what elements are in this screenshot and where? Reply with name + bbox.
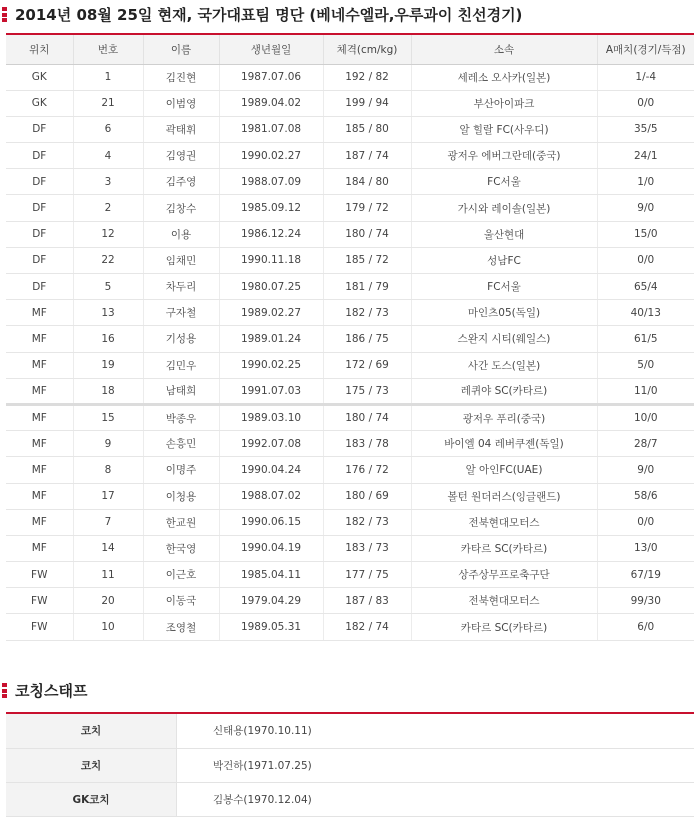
cell-number: 17 (73, 483, 143, 509)
cell-a-match: 65/4 (597, 274, 694, 300)
cell-a-match: 61/5 (597, 326, 694, 352)
cell-number: 8 (73, 457, 143, 483)
cell-club: 볼턴 원더러스(잉글랜드) (411, 483, 597, 509)
cell-position: MF (6, 378, 73, 404)
cell-club: 전북현대모터스 (411, 509, 597, 535)
cell-physique: 179 / 72 (323, 195, 411, 221)
cell-number: 10 (73, 614, 143, 640)
cell-number: 18 (73, 378, 143, 404)
cell-birthdate: 1989.05.31 (219, 614, 323, 640)
cell-position: MF (6, 535, 73, 561)
cell-a-match: 9/0 (597, 457, 694, 483)
roster-header-cell: 번호 (73, 35, 143, 64)
cell-a-match: 58/6 (597, 483, 694, 509)
cell-number: 2 (73, 195, 143, 221)
cell-number: 5 (73, 274, 143, 300)
cell-birthdate: 1990.04.19 (219, 535, 323, 561)
cell-club: 광저우 에버그란데(중국) (411, 143, 597, 169)
cell-club: 알 아인FC(UAE) (411, 457, 597, 483)
cell-club: 레퀴야 SC(카타르) (411, 378, 597, 404)
staff-person: 신태용(1970.10.11) (177, 714, 695, 748)
page-title-text: 2014년 08월 25일 현재, 국가대표팀 명단 (베네수엘라,우루과이 친선경기) (15, 5, 523, 24)
cell-number: 21 (73, 90, 143, 116)
cell-club: 사간 도스(일본) (411, 352, 597, 378)
section-marker-icon (2, 7, 7, 22)
roster-table (6, 35, 694, 641)
cell-physique: 185 / 80 (323, 116, 411, 142)
cell-name: 조영철 (143, 614, 219, 640)
cell-birthdate: 1981.07.08 (219, 116, 323, 142)
cell-physique: 187 / 74 (323, 143, 411, 169)
staff-role: 코치 (6, 748, 177, 782)
roster-header-cell: A매치(경기/득점) (597, 35, 694, 64)
cell-physique: 183 / 73 (323, 535, 411, 561)
cell-physique: 183 / 78 (323, 431, 411, 457)
table-row (6, 431, 694, 457)
cell-physique: 192 / 82 (323, 64, 411, 90)
cell-club: 전북현대모터스 (411, 588, 597, 614)
table-row (6, 352, 694, 378)
cell-position: MF (6, 457, 73, 483)
cell-birthdate: 1985.09.12 (219, 195, 323, 221)
cell-name: 이용 (143, 221, 219, 247)
cell-club: 세레소 오사카(일본) (411, 64, 597, 90)
cell-club: 알 힐랄 FC(사우디) (411, 116, 597, 142)
staff-person: 김봉수(1970.12.04) (177, 782, 695, 816)
cell-position: DF (6, 195, 73, 221)
cell-birthdate: 1990.02.25 (219, 352, 323, 378)
staff-role: GK코치 (6, 782, 177, 816)
cell-physique: 199 / 94 (323, 90, 411, 116)
cell-number: 22 (73, 247, 143, 273)
cell-number: 14 (73, 535, 143, 561)
roster-header-row (6, 35, 694, 64)
cell-birthdate: 1991.07.03 (219, 378, 323, 404)
cell-position: DF (6, 247, 73, 273)
cell-position: FW (6, 588, 73, 614)
cell-number: 15 (73, 404, 143, 430)
staff-row (6, 714, 694, 748)
cell-number: 1 (73, 64, 143, 90)
cell-position: MF (6, 300, 73, 326)
staff-role: 코치 (6, 714, 177, 748)
cell-club: 마인츠05(독일) (411, 300, 597, 326)
table-row (6, 90, 694, 116)
table-row (6, 326, 694, 352)
cell-name: 임채민 (143, 247, 219, 273)
cell-position: DF (6, 116, 73, 142)
cell-a-match: 9/0 (597, 195, 694, 221)
table-row (6, 509, 694, 535)
cell-birthdate: 1985.04.11 (219, 562, 323, 588)
cell-position: MF (6, 483, 73, 509)
cell-number: 19 (73, 352, 143, 378)
cell-a-match: 35/5 (597, 116, 694, 142)
staff-row (6, 782, 694, 816)
table-row (6, 169, 694, 195)
cell-physique: 185 / 72 (323, 247, 411, 273)
cell-physique: 180 / 74 (323, 221, 411, 247)
cell-birthdate: 1990.04.24 (219, 457, 323, 483)
cell-name: 이범영 (143, 90, 219, 116)
cell-club: 부산아이파크 (411, 90, 597, 116)
cell-physique: 175 / 73 (323, 378, 411, 404)
cell-name: 이동국 (143, 588, 219, 614)
cell-physique: 182 / 73 (323, 300, 411, 326)
cell-club: 광저우 푸리(중국) (411, 404, 597, 430)
cell-number: 11 (73, 562, 143, 588)
cell-position: MF (6, 326, 73, 352)
cell-physique: 180 / 69 (323, 483, 411, 509)
cell-birthdate: 1990.11.18 (219, 247, 323, 273)
cell-name: 김창수 (143, 195, 219, 221)
cell-club: 가시와 레이솔(일본) (411, 195, 597, 221)
table-row (6, 274, 694, 300)
cell-physique: 172 / 69 (323, 352, 411, 378)
table-row (6, 535, 694, 561)
cell-name: 이청용 (143, 483, 219, 509)
cell-birthdate: 1990.06.15 (219, 509, 323, 535)
coaching-staff-table (6, 714, 694, 817)
cell-a-match: 40/13 (597, 300, 694, 326)
cell-number: 9 (73, 431, 143, 457)
cell-a-match: 6/0 (597, 614, 694, 640)
cell-a-match: 1/0 (597, 169, 694, 195)
cell-a-match: 5/0 (597, 352, 694, 378)
cell-position: MF (6, 352, 73, 378)
cell-name: 남태희 (143, 378, 219, 404)
cell-name: 차두리 (143, 274, 219, 300)
cell-club: 상주상무프로축구단 (411, 562, 597, 588)
roster-header (6, 35, 694, 64)
table-row (6, 116, 694, 142)
table-row (6, 300, 694, 326)
cell-number: 12 (73, 221, 143, 247)
cell-birthdate: 1980.07.25 (219, 274, 323, 300)
cell-physique: 182 / 73 (323, 509, 411, 535)
cell-name: 구자철 (143, 300, 219, 326)
cell-club: FC서울 (411, 274, 597, 300)
table-row (6, 195, 694, 221)
cell-birthdate: 1992.07.08 (219, 431, 323, 457)
cell-a-match: 15/0 (597, 221, 694, 247)
cell-number: 13 (73, 300, 143, 326)
table-row (6, 614, 694, 640)
cell-position: MF (6, 431, 73, 457)
cell-name: 이명주 (143, 457, 219, 483)
cell-a-match: 10/0 (597, 404, 694, 430)
page-title (2, 1, 522, 27)
cell-position: DF (6, 221, 73, 247)
roster-header-cell: 체격(cm/kg) (323, 35, 411, 64)
cell-physique: 177 / 75 (323, 562, 411, 588)
cell-position: GK (6, 64, 73, 90)
table-row (6, 221, 694, 247)
cell-position: DF (6, 274, 73, 300)
table-row (6, 457, 694, 483)
cell-name: 이근호 (143, 562, 219, 588)
cell-name: 손흥민 (143, 431, 219, 457)
roster-header-cell: 이름 (143, 35, 219, 64)
cell-a-match: 67/19 (597, 562, 694, 588)
roster-body (6, 64, 694, 640)
cell-physique: 180 / 74 (323, 404, 411, 430)
section-marker-icon (2, 683, 7, 698)
cell-position: DF (6, 169, 73, 195)
cell-name: 김민우 (143, 352, 219, 378)
cell-a-match: 1/-4 (597, 64, 694, 90)
staff-person: 박건하(1971.07.25) (177, 748, 695, 782)
cell-birthdate: 1988.07.09 (219, 169, 323, 195)
coaching-staff-title (2, 677, 87, 703)
cell-birthdate: 1986.12.24 (219, 221, 323, 247)
cell-number: 6 (73, 116, 143, 142)
cell-a-match: 11/0 (597, 378, 694, 404)
cell-a-match: 0/0 (597, 90, 694, 116)
cell-name: 김주영 (143, 169, 219, 195)
cell-club: 성남FC (411, 247, 597, 273)
cell-name: 기성용 (143, 326, 219, 352)
table-row (6, 562, 694, 588)
table-row (6, 64, 694, 90)
cell-birthdate: 1989.03.10 (219, 404, 323, 430)
cell-position: FW (6, 562, 73, 588)
cell-a-match: 24/1 (597, 143, 694, 169)
cell-position: FW (6, 614, 73, 640)
roster-header-cell: 위치 (6, 35, 73, 64)
table-row (6, 404, 694, 430)
roster-header-cell: 생년월일 (219, 35, 323, 64)
cell-birthdate: 1979.04.29 (219, 588, 323, 614)
cell-birthdate: 1989.04.02 (219, 90, 323, 116)
cell-name: 곽태휘 (143, 116, 219, 142)
coaching-staff-body (6, 714, 694, 816)
cell-number: 20 (73, 588, 143, 614)
cell-a-match: 28/7 (597, 431, 694, 457)
cell-a-match: 13/0 (597, 535, 694, 561)
staff-row (6, 748, 694, 782)
cell-number: 7 (73, 509, 143, 535)
cell-physique: 184 / 80 (323, 169, 411, 195)
cell-club: 카타르 SC(카타르) (411, 614, 597, 640)
cell-club: 카타르 SC(카타르) (411, 535, 597, 561)
table-row (6, 143, 694, 169)
cell-physique: 181 / 79 (323, 274, 411, 300)
cell-club: FC서울 (411, 169, 597, 195)
cell-club: 스완지 시티(웨일스) (411, 326, 597, 352)
table-row (6, 378, 694, 404)
cell-birthdate: 1988.07.02 (219, 483, 323, 509)
cell-physique: 182 / 74 (323, 614, 411, 640)
cell-birthdate: 1987.07.06 (219, 64, 323, 90)
cell-number: 4 (73, 143, 143, 169)
cell-position: MF (6, 509, 73, 535)
table-row (6, 247, 694, 273)
cell-physique: 187 / 83 (323, 588, 411, 614)
cell-name: 김영권 (143, 143, 219, 169)
cell-club: 울산현대 (411, 221, 597, 247)
cell-birthdate: 1990.02.27 (219, 143, 323, 169)
cell-name: 박종우 (143, 404, 219, 430)
cell-club: 바이엘 04 레버쿠젠(독일) (411, 431, 597, 457)
coaching-staff-title-text: 코칭스태프 (15, 681, 88, 700)
cell-a-match: 99/30 (597, 588, 694, 614)
cell-birthdate: 1989.01.24 (219, 326, 323, 352)
cell-physique: 186 / 75 (323, 326, 411, 352)
table-row (6, 588, 694, 614)
cell-position: MF (6, 404, 73, 430)
cell-a-match: 0/0 (597, 247, 694, 273)
cell-a-match: 0/0 (597, 509, 694, 535)
cell-birthdate: 1989.02.27 (219, 300, 323, 326)
table-row (6, 483, 694, 509)
roster-header-cell: 소속 (411, 35, 597, 64)
cell-name: 한교원 (143, 509, 219, 535)
cell-name: 한국영 (143, 535, 219, 561)
cell-number: 3 (73, 169, 143, 195)
cell-name: 김진현 (143, 64, 219, 90)
cell-physique: 176 / 72 (323, 457, 411, 483)
cell-position: GK (6, 90, 73, 116)
cell-number: 16 (73, 326, 143, 352)
cell-position: DF (6, 143, 73, 169)
